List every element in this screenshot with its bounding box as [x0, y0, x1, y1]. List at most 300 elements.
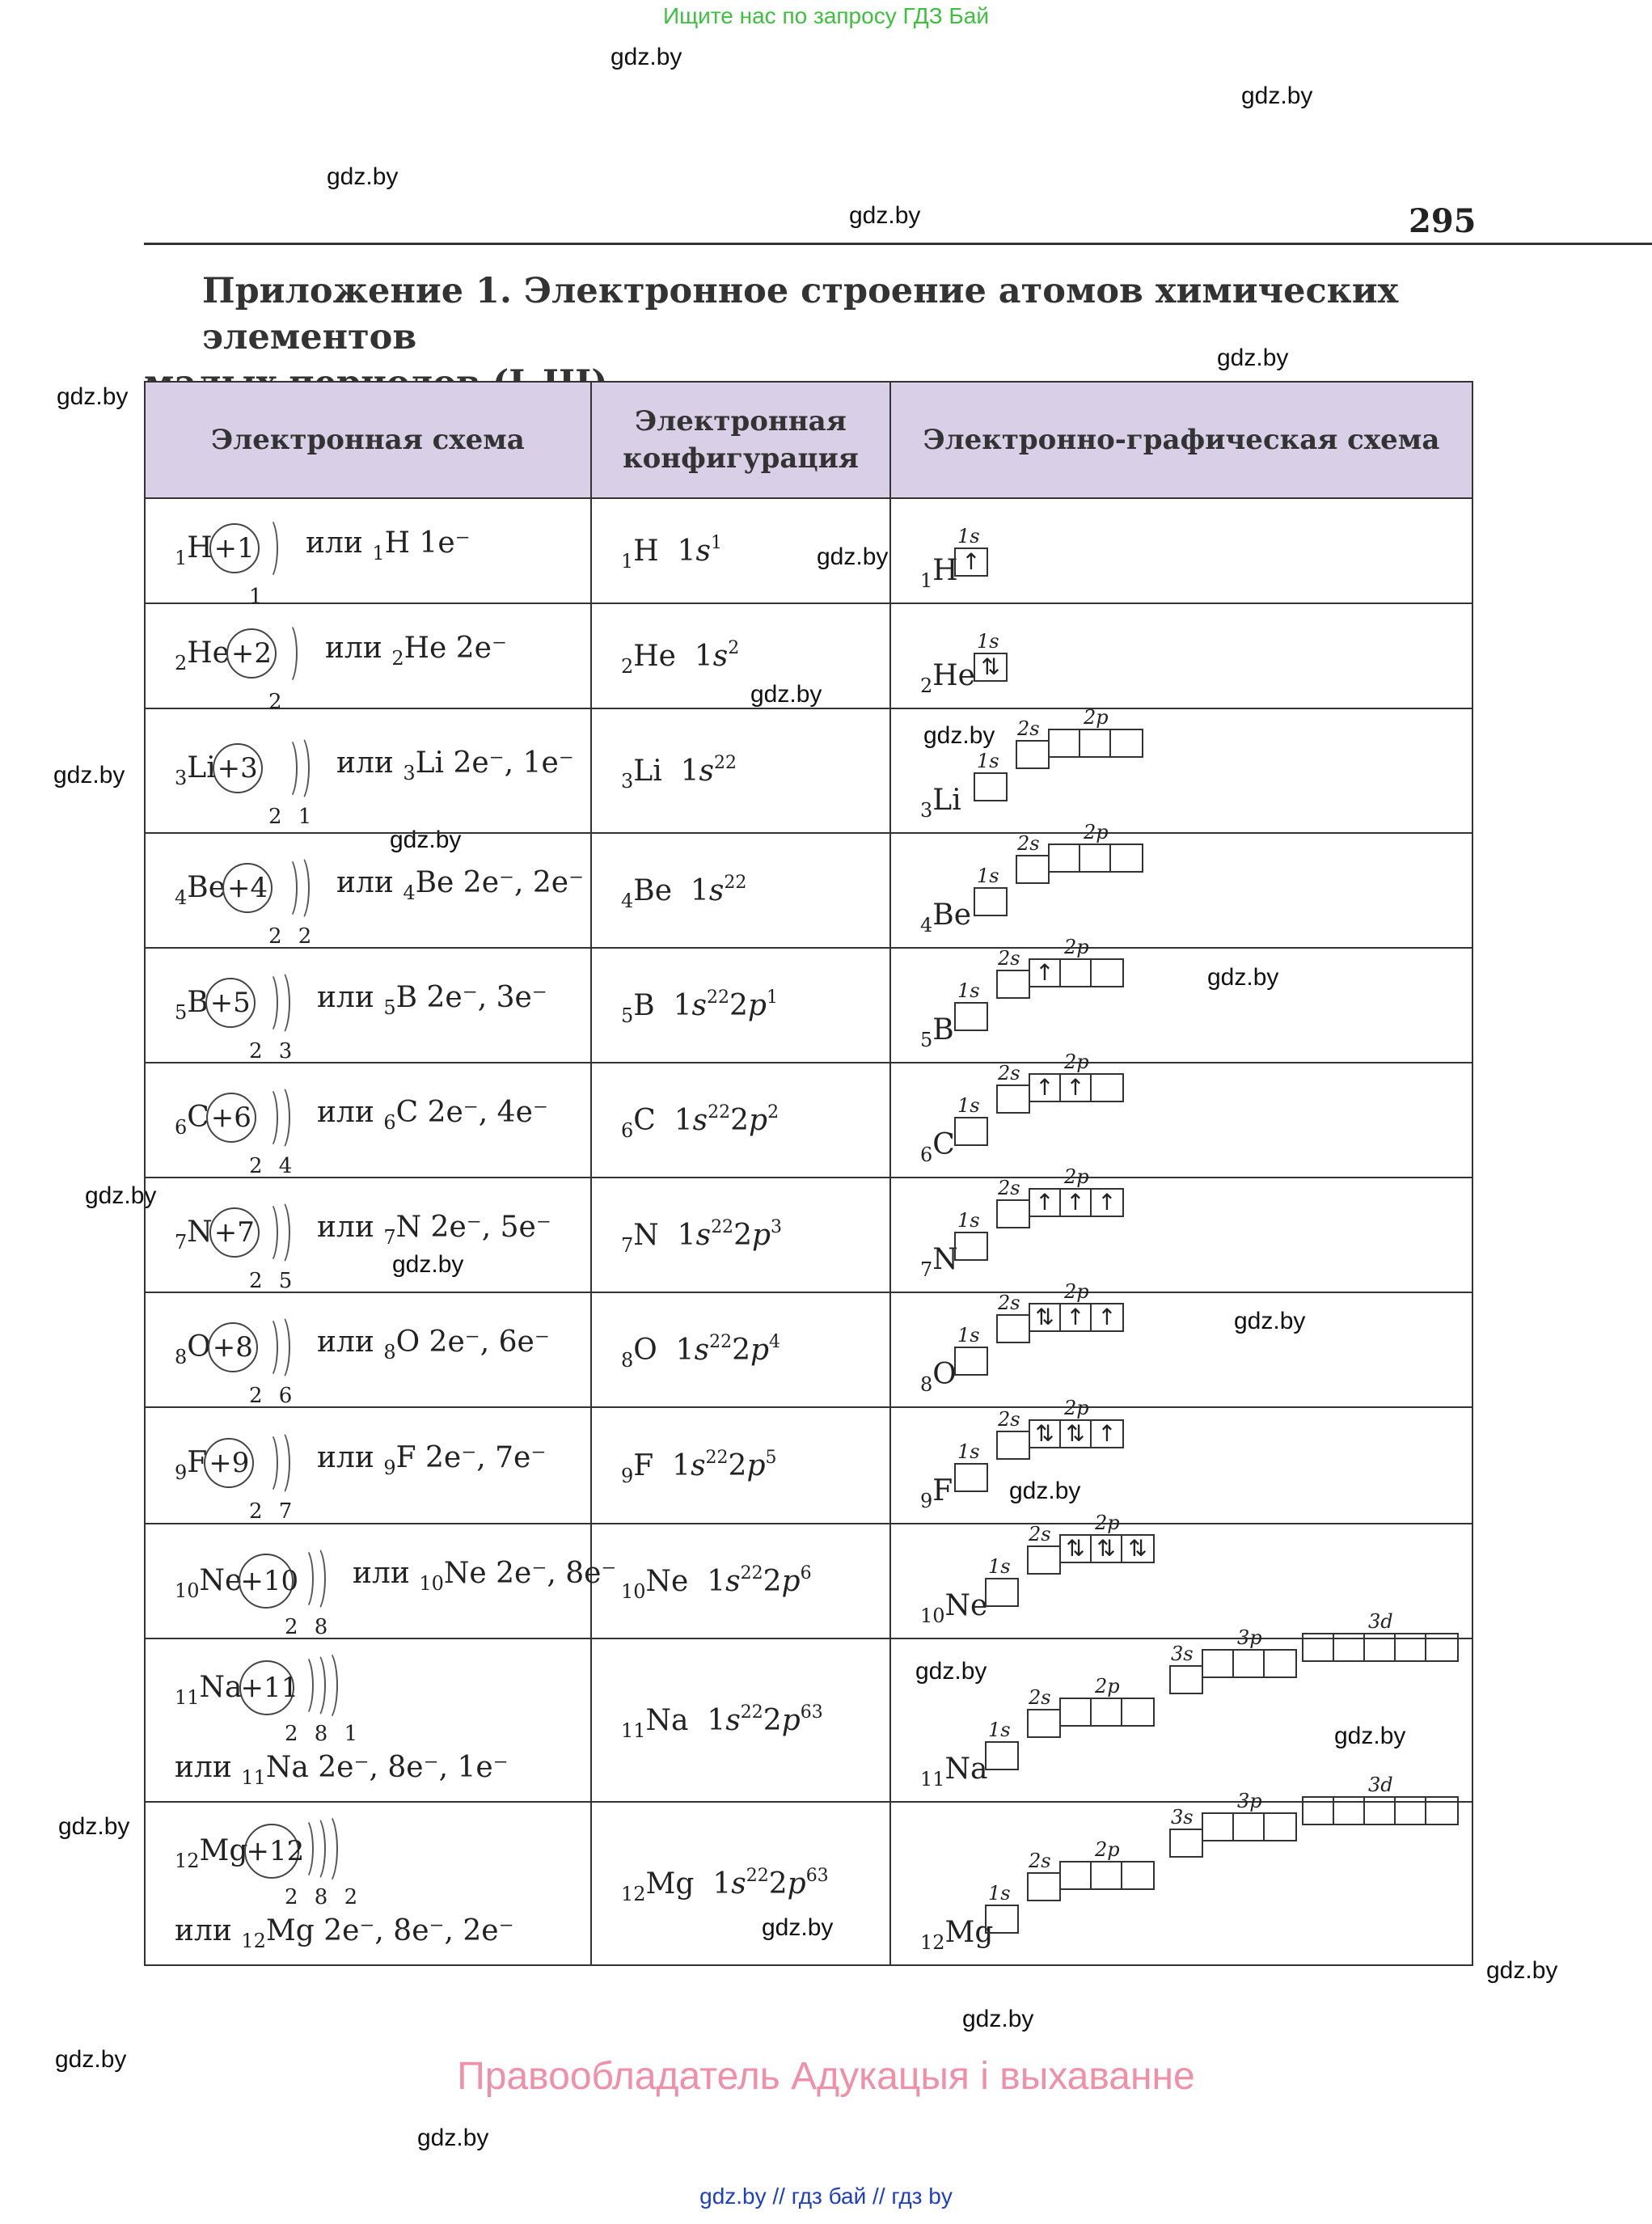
watermark: gdz.by	[849, 202, 921, 229]
electron-scheme-cell	[145, 708, 591, 833]
watermark: gdz.by	[327, 163, 399, 190]
1s-orbital-box	[974, 887, 1008, 916]
graphic-scheme-cell	[890, 1280, 1472, 1407]
electron-config-cell	[591, 1524, 890, 1638]
orbital-cell	[1122, 1699, 1153, 1725]
orbital-label-p3: 3p	[1237, 1790, 1262, 1812]
orbital-cell	[1029, 1710, 1059, 1736]
2p-orbital-box	[1059, 1861, 1155, 1890]
1s-orbital-box	[954, 1002, 988, 1031]
atom-scheme: $_1$H+1	[175, 523, 260, 573]
watermark: gdz.by	[57, 383, 129, 410]
electron-config: $_3$Li $1s^{22}$	[621, 753, 737, 793]
watermark: gdz.by	[915, 1658, 987, 1685]
orbital-cell	[1334, 1798, 1365, 1824]
footer-links[interactable]: gdz.by // гдз бай // гдз by	[699, 2184, 953, 2209]
2s-orbital-box	[1027, 1709, 1061, 1738]
nucleus-charge: +12	[244, 1824, 299, 1879]
watermark: gdz.by	[1241, 82, 1313, 109]
atom-scheme: $_2$He+2	[175, 628, 277, 679]
atom-scheme: $_3$Li+3	[175, 743, 263, 793]
shell-distribution: 2 7	[249, 1499, 298, 1524]
orbital-label-s1: 1s	[977, 630, 999, 653]
2p-orbital-box	[1029, 1073, 1124, 1102]
watermark: gdz.by	[392, 1251, 464, 1278]
2s-orbital-box	[996, 1085, 1030, 1114]
electron-config: $_5$B $1s^{22}2p^1$	[621, 987, 778, 1027]
orbital-label-p2: 2p	[1095, 1512, 1120, 1534]
graphic-symbol: $_7$N	[920, 1243, 958, 1281]
watermark: gdz.by	[817, 543, 889, 570]
1s-orbital-box	[954, 548, 988, 577]
electron-scheme-cell	[145, 1292, 591, 1407]
1s-orbital-box	[974, 772, 1008, 801]
watermark: gdz.by	[923, 722, 995, 749]
orbital-label-p2: 2p	[1064, 1165, 1089, 1188]
orbital-cell: ↑	[1030, 1190, 1061, 1216]
orbital-cell	[998, 1432, 1029, 1458]
watermark: gdz.by	[1207, 964, 1279, 991]
orbital-cell: ↑	[1061, 1075, 1092, 1101]
shell-distribution: 2 5	[249, 1269, 298, 1293]
1s-orbital-box	[954, 1232, 988, 1261]
nucleus-charge: +3	[213, 743, 263, 793]
orbital-cell	[987, 1743, 1017, 1769]
orbital-label-s2: 2s	[998, 1177, 1020, 1199]
electron-config-cell	[591, 1407, 890, 1524]
graphic-symbol: $_4$Be	[920, 898, 972, 937]
orbital-label-d3: 3d	[1368, 1610, 1393, 1633]
orbital-label-d3: 3d	[1368, 1774, 1393, 1796]
element-row	[145, 833, 1472, 948]
orbital-cell: ↑	[1097, 1304, 1117, 1330]
orbital-label-s1: 1s	[957, 979, 980, 1002]
orbital-cell	[1303, 1634, 1334, 1660]
electron-scheme-cell	[145, 1063, 591, 1178]
orbital-label-s2: 2s	[1029, 1850, 1051, 1872]
orbital-cell	[956, 1348, 987, 1374]
3p-orbital-box	[1202, 1812, 1297, 1841]
graphic-symbol: $_1$H	[920, 554, 958, 592]
2p-orbital-box	[1059, 1534, 1155, 1563]
orbital-cell: ↑	[1030, 960, 1061, 986]
orbital-cell	[956, 1465, 987, 1490]
orbital-label-p2: 2p	[1064, 1397, 1089, 1419]
orbital-cell: ⇅	[981, 653, 1000, 680]
element-row	[145, 1638, 1472, 1802]
3s-orbital-box	[1169, 1665, 1203, 1694]
nucleus-charge: +5	[205, 978, 256, 1028]
orbital-label-s3: 3s	[1171, 1806, 1194, 1829]
orbital-cell: ↑	[961, 548, 981, 575]
atom-scheme: $_5$B+5	[175, 978, 256, 1028]
header-electron-config	[591, 382, 890, 498]
electron-config-cell	[591, 1638, 890, 1802]
shell-notation: или $_{11}$Na 2e⁻, 8e⁻, 1e⁻	[175, 1751, 509, 1789]
atom-scheme: $_{12}$Mg+12	[175, 1824, 299, 1879]
orbital-cell	[1050, 845, 1080, 871]
orbital-cell	[1396, 1634, 1426, 1660]
orbital-cell	[1334, 1634, 1365, 1660]
orbital-cell	[1265, 1651, 1295, 1676]
1s-orbital-box	[954, 1347, 988, 1376]
electron-config-cell	[591, 708, 890, 833]
top-banner[interactable]: Ищите нас по запросу ГДЗ Бай	[662, 3, 990, 28]
graphic-scheme-cell	[890, 498, 1472, 603]
3s-orbital-box	[1169, 1829, 1203, 1858]
graphic-scheme-cell	[890, 936, 1472, 1063]
orbital-label-s1: 1s	[957, 525, 980, 548]
graphic-symbol: $_{10}$Ne	[920, 1589, 988, 1627]
2p-orbital-box	[1029, 1303, 1124, 1332]
orbital-cell	[1017, 856, 1048, 882]
electron-config-cell	[591, 1178, 890, 1292]
element-row	[145, 1407, 1472, 1524]
atom-scheme: $_6$C+6	[175, 1093, 256, 1143]
orbital-cell	[1050, 730, 1080, 756]
2s-orbital-box	[1027, 1872, 1061, 1901]
graphic-scheme-cell	[890, 1051, 1472, 1178]
orbital-cell	[1061, 1699, 1092, 1725]
orbital-label-s2: 2s	[1029, 1523, 1051, 1545]
header-graphic-scheme: Электронно-графическая схема	[890, 382, 1472, 498]
orbital-cell	[1029, 1874, 1059, 1900]
shell-distribution: 2 6	[249, 1384, 298, 1408]
2p-orbital-box	[1029, 1188, 1124, 1217]
graphic-scheme-cell	[890, 1397, 1472, 1524]
element-row	[145, 1178, 1472, 1292]
nucleus-charge: +11	[239, 1660, 294, 1715]
orbital-cell	[1092, 1699, 1122, 1725]
nucleus-charge: +7	[209, 1207, 260, 1258]
orbital-cell	[1234, 1814, 1265, 1840]
orbital-label-s1: 1s	[988, 1882, 1011, 1905]
header-electron-scheme: Электронная схема	[145, 382, 591, 498]
2p-orbital-box	[1048, 844, 1143, 873]
orbital-cell	[956, 1118, 987, 1144]
graphic-scheme-cell	[890, 1165, 1472, 1292]
atom-scheme: $_{10}$Ne+10	[175, 1554, 294, 1609]
shell-notation: или $_5$B 2e⁻, 3e⁻	[317, 981, 547, 1019]
orbital-cell: ↑	[1030, 1075, 1061, 1101]
electron-config-cell	[591, 603, 890, 708]
nucleus-charge: +4	[222, 863, 273, 913]
orbital-cell	[1396, 1798, 1426, 1824]
orbital-label-s2: 2s	[1017, 832, 1040, 855]
element-row	[145, 948, 1472, 1063]
orbital-label-s2: 2s	[1029, 1686, 1051, 1709]
1s-orbital-box	[954, 1117, 988, 1146]
orbital-label-p2: 2p	[1064, 936, 1089, 958]
electron-config: $_6$C $1s^{22}2p^2$	[621, 1102, 780, 1142]
orbital-cell	[1203, 1814, 1234, 1840]
shell-distribution: 1	[249, 585, 268, 609]
orbital-label-s3: 3s	[1171, 1643, 1194, 1665]
orbital-cell	[1111, 730, 1142, 756]
element-row	[145, 1524, 1472, 1638]
shell-distribution: 2 8	[285, 1615, 333, 1639]
shell-distribution: 2 1	[268, 805, 317, 829]
orbital-cell	[1171, 1830, 1202, 1856]
electron-config: $_9$F $1s^{22}2p^5$	[621, 1448, 777, 1487]
shell-notation: или $_3$Li 2e⁻, 1e⁻	[336, 746, 574, 784]
orbital-label-s1: 1s	[988, 1719, 1011, 1741]
graphic-scheme-cell	[890, 708, 1472, 833]
shell-distribution: 2 4	[249, 1154, 298, 1178]
electron-config-cell	[591, 1292, 890, 1407]
electron-config: $_{12}$Mg $1s^{22}2p^{63}$	[621, 1866, 829, 1905]
graphic-symbol: $_9$F	[920, 1474, 953, 1512]
electron-config-cell	[591, 1802, 890, 1965]
2s-orbital-box	[1027, 1545, 1061, 1575]
element-row	[145, 498, 1472, 603]
orbital-cell	[1234, 1651, 1265, 1676]
electron-config: $_7$N $1s^{22}2p^3$	[621, 1217, 783, 1257]
orbital-label-s1: 1s	[957, 1209, 980, 1232]
orbital-cell	[1171, 1667, 1202, 1693]
orbital-label-s2: 2s	[998, 1062, 1020, 1085]
2s-orbital-box	[1016, 740, 1050, 769]
watermark: gdz.by	[611, 44, 682, 70]
orbital-cell: ↑	[1097, 1189, 1117, 1216]
shell-notation: или $_4$Be 2e⁻, 2e⁻	[336, 866, 585, 904]
electron-scheme-cell	[145, 1407, 591, 1524]
atom-scheme: $_8$O+8	[175, 1322, 258, 1372]
nucleus-charge: +1	[209, 523, 260, 573]
header-config-line2: конфигурация	[623, 442, 859, 475]
electron-config: $_1$H $1s^1$	[621, 533, 722, 573]
orbital-cell	[975, 774, 1006, 800]
watermark: gdz.by	[1009, 1478, 1081, 1504]
electron-scheme-cell	[145, 498, 591, 609]
element-row	[145, 1802, 1472, 1965]
shell-notation: или $_{10}$Ne 2e⁻, 8e⁻	[353, 1557, 617, 1595]
watermark: gdz.by	[85, 1182, 157, 1209]
graphic-symbol: $_5$B	[920, 1013, 954, 1051]
orbital-cell	[987, 1906, 1017, 1932]
orbital-cell	[956, 1004, 987, 1030]
orbital-label-p2: 2p	[1084, 821, 1109, 844]
orbital-cell	[1426, 1798, 1457, 1824]
graphic-symbol: $_{12}$Mg	[920, 1916, 994, 1954]
orbital-cell: ⇅	[1030, 1304, 1061, 1330]
orbital-cell	[1111, 845, 1142, 871]
graphic-symbol: $_3$Li	[920, 784, 961, 822]
watermark: gdz.by	[962, 2006, 1034, 2032]
orbital-cell: ⇅	[1061, 1536, 1092, 1562]
shell-notation: или $_{12}$Mg 2e⁻, 8e⁻, 2e⁻	[175, 1914, 514, 1952]
orbital-label-s2: 2s	[1017, 717, 1040, 740]
electron-config: $_{11}$Na $1s^{22}2p^{63}$	[621, 1702, 823, 1742]
orbital-cell: ⇅	[1092, 1536, 1122, 1562]
nucleus-charge: +9	[204, 1438, 254, 1488]
electron-scheme-cell	[145, 603, 591, 714]
orbital-cell	[1365, 1634, 1396, 1660]
shell-distribution: 2 8 2	[285, 1885, 363, 1909]
orbital-cell	[998, 1316, 1029, 1342]
atom-scheme: $_{11}$Na+11	[175, 1660, 294, 1715]
orbital-cell	[1061, 1862, 1092, 1888]
electron-config: $_{10}$Ne $1s^{22}2p^6$	[621, 1563, 812, 1603]
shell-notation: или $_2$He 2e⁻	[325, 632, 507, 670]
orbital-label-p3: 3p	[1237, 1626, 1262, 1649]
header-rule	[144, 243, 1652, 245]
electron-config-cell	[591, 1063, 890, 1178]
shell-distribution: 2 2	[268, 924, 317, 949]
copyright-notice: Правообладатель Адукацыя і выхаванне	[457, 2055, 1195, 2098]
orbital-cell	[1122, 1862, 1153, 1888]
electron-config-cell	[591, 498, 890, 603]
orbital-label-s2: 2s	[998, 1292, 1020, 1314]
orbital-label-s1: 1s	[957, 1440, 980, 1463]
electron-config: $_2$He $1s^2$	[621, 638, 740, 678]
orbital-cell	[998, 1086, 1029, 1112]
watermark: gdz.by	[750, 681, 822, 708]
orbital-label-p2: 2p	[1084, 706, 1109, 729]
graphic-symbol: $_6$C	[920, 1128, 955, 1166]
graphic-symbol: $_8$O	[920, 1358, 957, 1396]
orbital-cell	[1426, 1634, 1457, 1660]
orbital-label-p2: 2p	[1095, 1675, 1120, 1698]
1s-orbital-box	[974, 653, 1008, 682]
shell-notation: или $_8$O 2e⁻, 6e⁻	[317, 1326, 550, 1364]
electron-config-cell	[591, 948, 890, 1063]
element-row	[145, 1063, 1472, 1178]
shell-notation: или $_1$H 1e⁻	[306, 526, 471, 564]
orbital-cell	[998, 971, 1029, 997]
watermark: gdz.by	[1217, 345, 1289, 371]
atom-scheme: $_7$N+7	[175, 1207, 260, 1258]
page-number: 295	[1409, 202, 1477, 240]
orbital-label-s1: 1s	[977, 865, 999, 887]
orbital-label-p2: 2p	[1095, 1838, 1120, 1861]
orbital-cell	[998, 1201, 1029, 1227]
watermark: gdz.by	[1486, 1957, 1558, 1984]
orbital-label-s2: 2s	[998, 1408, 1020, 1431]
nucleus-charge: +8	[208, 1322, 258, 1372]
element-row	[145, 603, 1472, 708]
orbital-cell	[956, 1233, 987, 1259]
orbital-cell	[975, 889, 1006, 915]
orbital-cell	[1203, 1651, 1234, 1676]
shell-distribution: 2 8 1	[285, 1722, 363, 1746]
orbital-cell	[1092, 960, 1122, 986]
graphic-scheme-cell	[890, 821, 1472, 948]
3d-orbital-box	[1302, 1633, 1459, 1662]
electron-scheme-cell	[145, 1638, 591, 1802]
shell-distribution: 2	[268, 690, 287, 714]
graphic-scheme-cell	[890, 1774, 1472, 1965]
electron-config: $_8$O $1s^{22}2p^4$	[621, 1332, 781, 1372]
orbital-label-s2: 2s	[998, 947, 1020, 970]
orbital-cell: ⇅	[1128, 1535, 1147, 1562]
watermark: gdz.by	[1334, 1723, 1406, 1749]
orbital-cell: ↑	[1061, 1190, 1092, 1216]
orbital-cell	[1029, 1547, 1059, 1573]
shell-notation: или $_6$C 2e⁻, 4e⁻	[317, 1096, 548, 1134]
atom-scheme: $_9$F+9	[175, 1438, 254, 1488]
nucleus-charge: +6	[206, 1093, 256, 1143]
2s-orbital-box	[996, 970, 1030, 999]
watermark: gdz.by	[58, 1813, 130, 1840]
orbital-label-s1: 1s	[977, 750, 999, 772]
nucleus-charge: +2	[226, 628, 277, 679]
orbital-cell	[1303, 1798, 1334, 1824]
2s-orbital-box	[996, 1431, 1030, 1460]
graphic-symbol: $_{11}$Na	[920, 1753, 988, 1791]
1s-orbital-box	[985, 1578, 1019, 1607]
electron-scheme-cell	[145, 948, 591, 1063]
2p-orbital-box	[1029, 958, 1124, 987]
element-row	[145, 708, 1472, 833]
1s-orbital-box	[954, 1463, 988, 1492]
electron-config-cell	[591, 833, 890, 948]
orbital-cell	[1017, 742, 1048, 767]
orbital-label-p2: 2p	[1064, 1051, 1089, 1073]
electron-scheme-cell	[145, 833, 591, 948]
2p-orbital-box	[1029, 1419, 1124, 1448]
watermark: gdz.by	[53, 762, 125, 789]
orbital-label-p2: 2p	[1064, 1280, 1089, 1303]
shell-notation: или $_7$N 2e⁻, 5e⁻	[317, 1211, 551, 1249]
3p-orbital-box	[1202, 1649, 1297, 1678]
orbital-cell: ↑	[1061, 1304, 1092, 1330]
orbital-cell: ⇅	[1030, 1421, 1061, 1447]
orbital-cell: ↑	[1097, 1420, 1117, 1447]
orbital-label-s1: 1s	[957, 1324, 980, 1347]
graphic-scheme-cell	[890, 603, 1472, 708]
nucleus-charge: +10	[239, 1554, 294, 1609]
orbital-cell: ⇅	[1061, 1421, 1092, 1447]
graphic-symbol: $_2$He	[920, 659, 975, 697]
shell-notation: или $_9$F 2e⁻, 7e⁻	[317, 1441, 547, 1479]
shell-distribution: 2 3	[249, 1039, 298, 1063]
2p-orbital-box	[1048, 729, 1143, 758]
watermark: gdz.by	[417, 2125, 489, 2151]
orbital-cell	[987, 1579, 1017, 1605]
2p-orbital-box	[1059, 1698, 1155, 1727]
watermark: gdz.by	[1234, 1308, 1306, 1334]
orbital-cell	[1061, 960, 1092, 986]
orbital-label-s1: 1s	[957, 1094, 980, 1117]
2s-orbital-box	[1016, 855, 1050, 884]
2s-orbital-box	[996, 1199, 1030, 1228]
2s-orbital-box	[996, 1314, 1030, 1343]
electron-structure-table	[144, 381, 1473, 1966]
3d-orbital-box	[1302, 1796, 1459, 1825]
orbital-cell	[1265, 1814, 1295, 1840]
orbital-cell	[1365, 1798, 1396, 1824]
orbital-cell	[1080, 730, 1111, 756]
1s-orbital-box	[985, 1905, 1019, 1934]
watermark: gdz.by	[390, 827, 462, 853]
orbital-cell	[1092, 1075, 1122, 1101]
atom-scheme: $_4$Be+4	[175, 863, 273, 913]
watermark: gdz.by	[762, 1914, 834, 1941]
1s-orbital-box	[985, 1741, 1019, 1770]
orbital-cell	[1080, 845, 1111, 871]
electron-scheme-cell	[145, 1524, 617, 1639]
electron-scheme-cell	[145, 1178, 591, 1292]
element-row	[145, 1292, 1472, 1407]
header-config-line1: Электронная	[635, 405, 847, 438]
electron-config: $_4$Be $1s^{22}$	[621, 873, 747, 912]
orbital-label-s1: 1s	[988, 1555, 1011, 1578]
orbital-cell	[1092, 1862, 1122, 1888]
electron-scheme-cell	[145, 1802, 591, 1965]
watermark: gdz.by	[55, 2046, 127, 2073]
title-line-1: Приложение 1. Электронное строение атомов химических элементов	[202, 271, 1399, 357]
